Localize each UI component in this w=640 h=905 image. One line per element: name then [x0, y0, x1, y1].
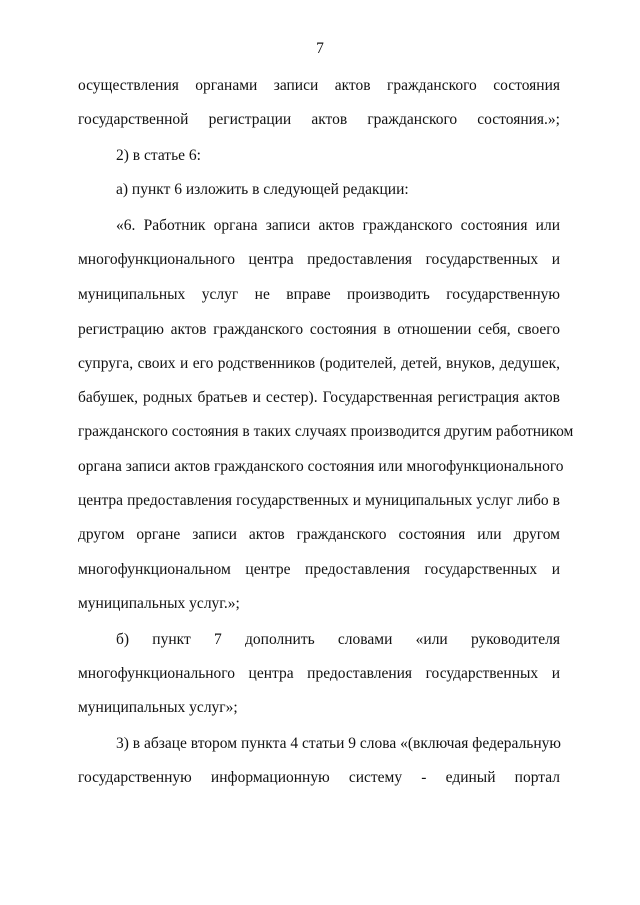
text-line: «6. Работник органа записи актов гражданского состояния или — [116, 217, 560, 234]
text-line: государственную информационную систему - единый портал — [78, 769, 560, 786]
text-line: 2) в статье 6: — [116, 147, 201, 164]
text-line: осуществления органами записи актов гражданского состояния — [78, 77, 560, 94]
page-number: 7 — [316, 40, 324, 57]
text-line: б) пункт 7 дополнить словами «или руководителя — [116, 631, 560, 648]
text-line: гражданского состояния в таких случаях производится другим работником — [78, 423, 574, 440]
text-line: регистрацию актов гражданского состояния в отношении себя, своего — [78, 321, 560, 338]
text-line: супруга, своих и его родственников (родителей, детей, внуков, дедушек, — [78, 355, 560, 372]
text-line: 3) в абзаце втором пункта 4 статьи 9 слова «(включая федеральную — [116, 735, 561, 752]
text-line: а) пункт 6 изложить в следующей редакции: — [116, 181, 409, 198]
text-line: органа записи актов гражданского состояния или многофункционального — [78, 458, 564, 475]
text-line: государственной регистрации актов гражданского состояния.»; — [78, 111, 560, 128]
text-line: бабушек, родных братьев и сестер). Государственная регистрация актов — [78, 389, 560, 406]
text-line: муниципальных услуг не вправе производить государственную — [78, 286, 560, 303]
text-line: муниципальных услуг.»; — [78, 595, 240, 612]
text-line: многофункционального центра предоставления государственных и — [78, 665, 560, 682]
text-line: многофункциональном центре предоставления государственных и — [78, 561, 560, 578]
text-line: муниципальных услуг»; — [78, 699, 238, 716]
text-line: другом органе записи актов гражданского состояния или другом — [78, 526, 560, 543]
text-line: многофункционального центра предоставления государственных и — [78, 251, 560, 268]
text-line: центра предоставления государственных и муниципальных услуг либо в — [78, 492, 560, 509]
